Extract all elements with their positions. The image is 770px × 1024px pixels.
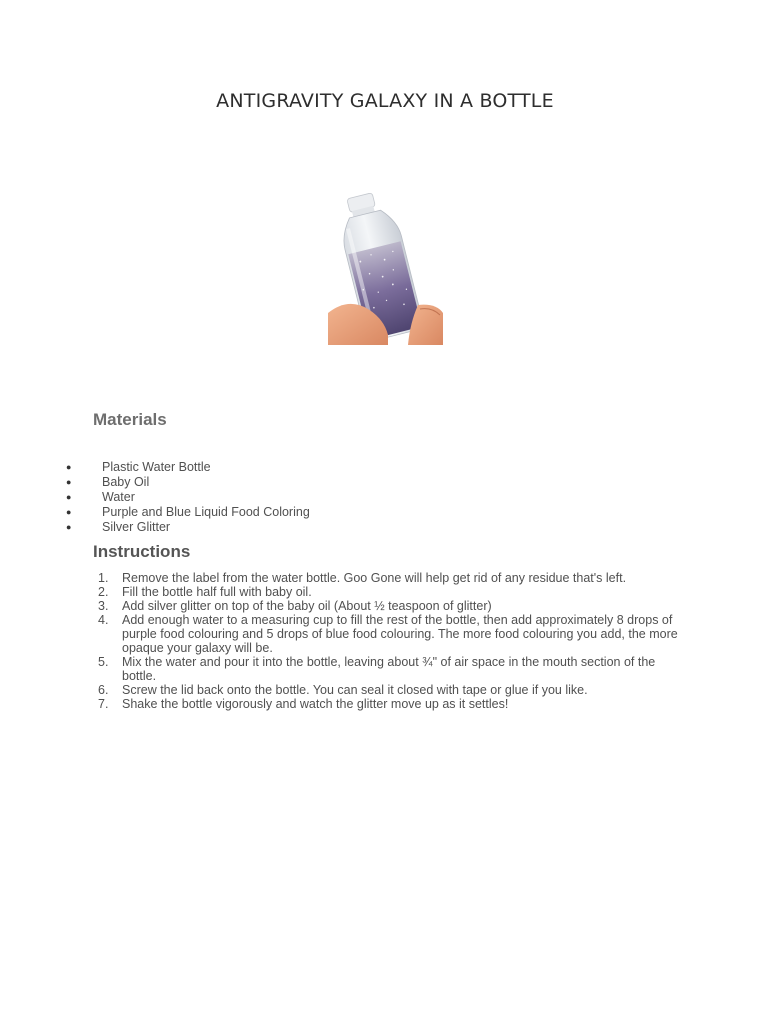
step-number: 6.	[98, 683, 109, 697]
material-label: Water	[102, 490, 135, 504]
bullet-icon: ●	[66, 522, 72, 532]
step-number: 2.	[98, 585, 109, 599]
step-text: Add enough water to a measuring cup to fill the rest of the bottle, then add approximately 8 drops of purple food colouring and 5 drops of blue food colouring. The more food colouring you add, the more opaque your galaxy will be.	[122, 613, 678, 655]
material-label: Silver Glitter	[102, 520, 171, 534]
list-item	[0, 599, 680, 613]
instructions-heading: Instructions	[93, 542, 191, 561]
list-item	[0, 585, 680, 599]
step-number: 3.	[98, 599, 109, 613]
page-title: ANTIGRAVITY GALAXY IN A BOTTLE	[216, 90, 554, 112]
list-item	[0, 490, 310, 505]
step-number: 7.	[98, 697, 109, 711]
materials-list	[0, 460, 310, 535]
step-number: 5.	[98, 655, 109, 669]
materials-heading: Materials	[93, 410, 167, 429]
list-item	[0, 505, 310, 520]
bullet-icon: ●	[66, 492, 72, 502]
bullet-icon: ●	[66, 507, 72, 517]
step-text: Fill the bottle half full with baby oil.	[122, 585, 312, 599]
list-item	[0, 475, 310, 490]
step-text: Remove the label from the water bottle. Goo Gone will help get rid of any residue that's left.	[122, 571, 627, 585]
step-text: Add silver glitter on top of the baby oil (About ½ teaspoon of glitter)	[122, 599, 492, 613]
instructions-list	[0, 571, 680, 711]
bottle-photo	[328, 185, 443, 345]
material-label: Purple and Blue Liquid Food Coloring	[102, 505, 310, 519]
bullet-icon: ●	[66, 462, 72, 472]
list-item	[0, 613, 680, 655]
material-label: Plastic Water Bottle	[102, 460, 211, 474]
step-text: Mix the water and pour it into the bottle, leaving about ¾" of air space in the mouth section of the bottle.	[122, 655, 656, 683]
list-item	[0, 683, 680, 697]
list-item	[0, 460, 310, 475]
list-item	[0, 655, 680, 683]
list-item	[0, 697, 680, 711]
material-label: Baby Oil	[102, 475, 150, 489]
list-item	[0, 571, 680, 585]
step-text: Screw the lid back onto the bottle. You can seal it closed with tape or glue if you like.	[122, 683, 588, 697]
list-item	[0, 520, 310, 535]
step-number: 4.	[98, 613, 109, 627]
step-number: 1.	[98, 571, 109, 585]
step-text: Shake the bottle vigorously and watch the glitter move up as it settles!	[122, 697, 509, 711]
bullet-icon: ●	[66, 477, 72, 487]
